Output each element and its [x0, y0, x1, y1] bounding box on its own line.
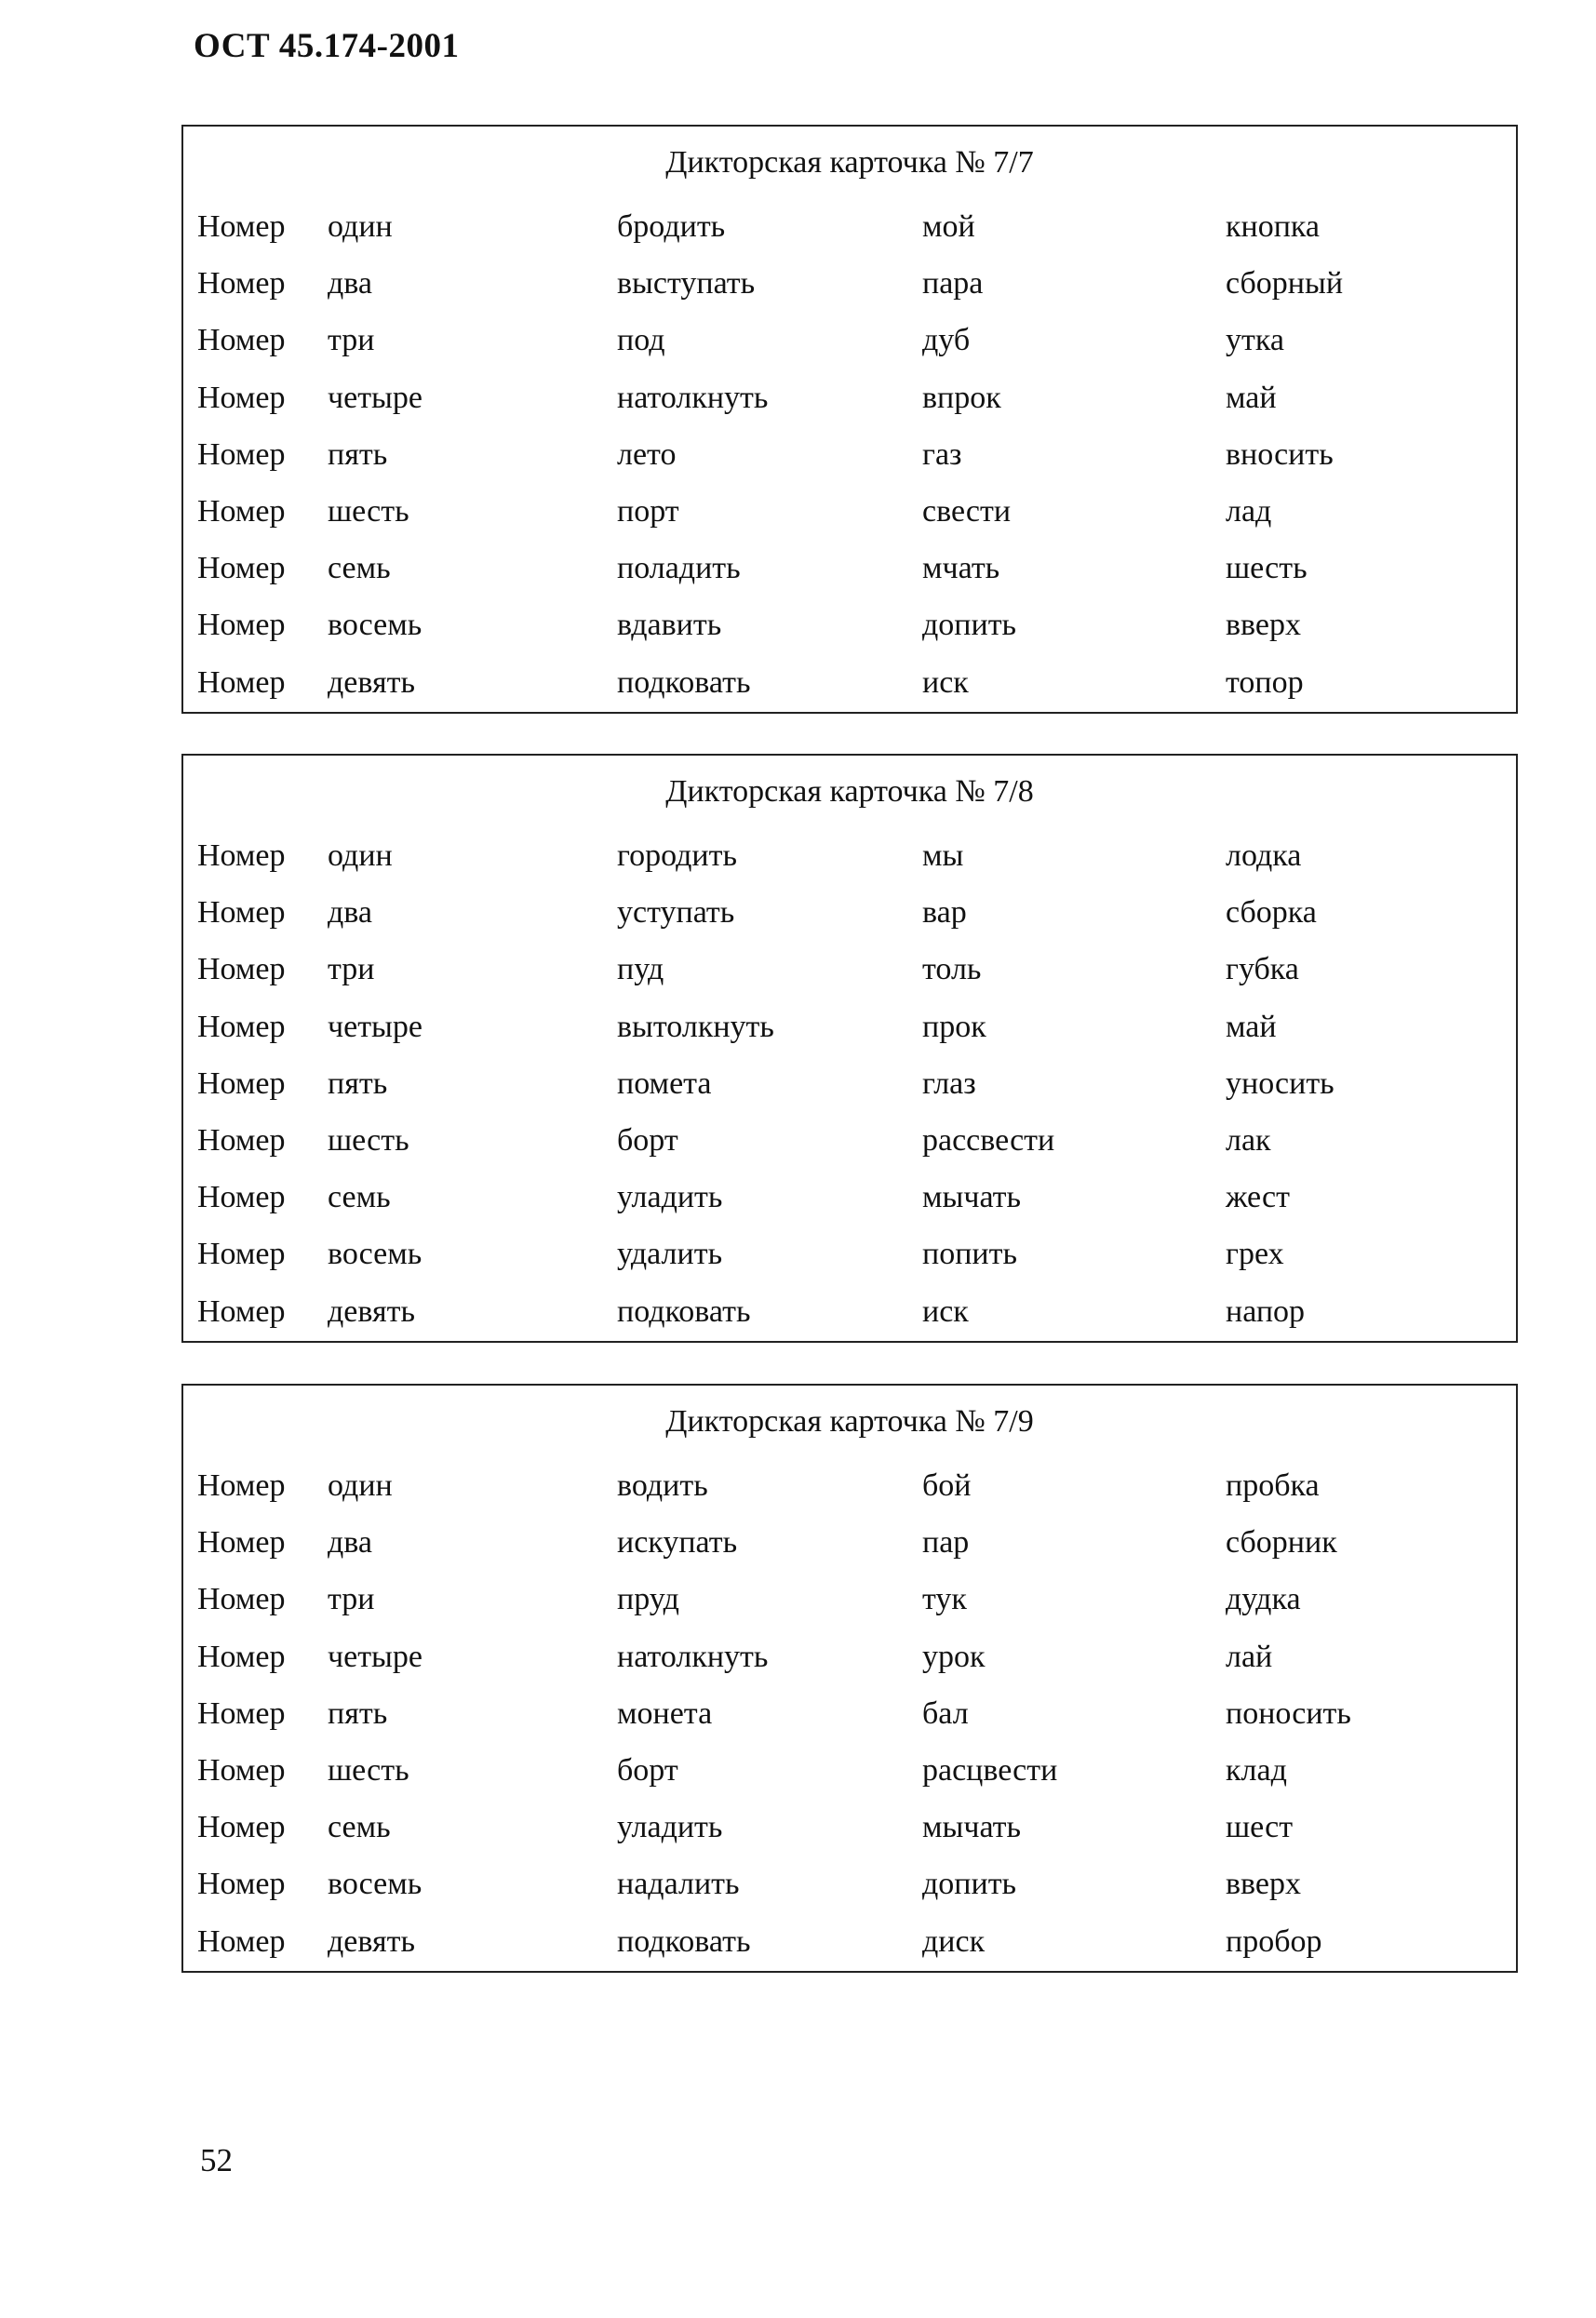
word-col-2: допить — [922, 608, 1017, 643]
card-rows — [183, 208, 1516, 721]
word-col-1: городить — [617, 838, 737, 873]
number-word: шесть — [328, 1122, 409, 1158]
number-word: четыре — [328, 1639, 422, 1674]
word-col-2: мчать — [922, 551, 1000, 586]
number-word: пять — [328, 1065, 388, 1101]
number-label: Номер — [197, 1293, 286, 1329]
table-row — [183, 550, 1516, 607]
number-word: восемь — [328, 1237, 422, 1272]
table-row — [183, 493, 1516, 550]
word-col-3: пробка — [1226, 1468, 1320, 1503]
word-col-3: вверх — [1226, 1867, 1301, 1902]
number-label: Номер — [197, 1695, 286, 1731]
word-col-1: поладить — [617, 551, 741, 586]
card-title: Дикторская карточка № 7/7 — [665, 145, 1034, 180]
table-row — [183, 436, 1516, 493]
table-row — [183, 1009, 1516, 1065]
word-col-2: вар — [922, 895, 967, 931]
word-col-3: вверх — [1226, 608, 1301, 643]
word-col-2: урок — [922, 1639, 986, 1674]
number-word: девять — [328, 1293, 415, 1329]
word-col-3: уносить — [1226, 1065, 1334, 1101]
word-col-3: май — [1226, 380, 1277, 415]
card-rows — [183, 837, 1516, 1350]
word-col-3: май — [1226, 1009, 1277, 1044]
word-col-1: вдавить — [617, 608, 722, 643]
word-col-3: грех — [1226, 1237, 1284, 1272]
word-col-3: губка — [1226, 952, 1299, 987]
table-row — [183, 1065, 1516, 1122]
document-code: ОСТ 45.174-2001 — [194, 27, 460, 65]
number-word: два — [328, 895, 372, 931]
table-row — [183, 1122, 1516, 1179]
number-label: Номер — [197, 380, 286, 415]
number-word: три — [328, 1582, 375, 1617]
word-col-2: расцвести — [922, 1752, 1058, 1788]
word-col-1: помета — [617, 1065, 712, 1101]
number-word: шесть — [328, 493, 409, 529]
number-label: Номер — [197, 1468, 286, 1503]
table-row — [183, 1752, 1516, 1809]
number-word: один — [328, 209, 393, 244]
word-col-2: диск — [922, 1923, 986, 1959]
number-label: Номер — [197, 1525, 286, 1561]
word-col-3: шест — [1226, 1810, 1294, 1845]
number-label: Номер — [197, 608, 286, 643]
number-label: Номер — [197, 493, 286, 529]
word-col-2: бал — [922, 1695, 969, 1731]
number-word: три — [328, 952, 375, 987]
word-col-2: прок — [922, 1009, 986, 1044]
word-col-3: клад — [1226, 1752, 1287, 1788]
word-col-2: иск — [922, 1293, 969, 1329]
word-col-2: мычать — [922, 1180, 1022, 1215]
word-col-1: уладить — [617, 1180, 723, 1215]
word-col-1: натолкнуть — [617, 1639, 769, 1674]
number-label: Номер — [197, 1009, 286, 1044]
word-col-2: мы — [922, 838, 964, 873]
table-row — [183, 1179, 1516, 1236]
word-col-2: бой — [922, 1468, 972, 1503]
number-word: три — [328, 323, 375, 358]
table-row — [183, 1866, 1516, 1923]
number-label: Номер — [197, 1237, 286, 1272]
table-row — [183, 1809, 1516, 1866]
word-col-1: выступать — [617, 266, 756, 301]
word-col-1: порт — [617, 493, 679, 529]
word-col-1: натолкнуть — [617, 380, 769, 415]
word-col-2: толь — [922, 952, 982, 987]
number-label: Номер — [197, 1752, 286, 1788]
word-col-1: подковать — [617, 1923, 751, 1959]
word-col-2: попить — [922, 1237, 1017, 1272]
number-word: семь — [328, 1180, 391, 1215]
word-col-2: пара — [922, 266, 984, 301]
table-row — [183, 607, 1516, 663]
number-label: Номер — [197, 1639, 286, 1674]
table-row — [183, 894, 1516, 951]
word-col-3: шесть — [1226, 551, 1308, 586]
word-col-3: поносить — [1226, 1695, 1351, 1731]
word-col-3: утка — [1226, 323, 1284, 358]
table-row — [183, 380, 1516, 436]
number-word: один — [328, 838, 393, 873]
word-col-3: дудка — [1226, 1582, 1301, 1617]
table-row — [183, 1639, 1516, 1695]
card-title: Дикторская карточка № 7/9 — [665, 1404, 1034, 1439]
number-label: Номер — [197, 952, 286, 987]
number-word: девять — [328, 1923, 415, 1959]
table-row — [183, 1923, 1516, 1980]
word-col-2: свести — [922, 493, 1012, 529]
table-row — [183, 1524, 1516, 1581]
number-label: Номер — [197, 1582, 286, 1617]
word-col-1: лето — [617, 436, 677, 472]
word-col-3: вносить — [1226, 436, 1334, 472]
number-label: Номер — [197, 436, 286, 472]
number-label: Номер — [197, 1867, 286, 1902]
word-col-1: вытолкнуть — [617, 1009, 774, 1044]
word-col-2: пар — [922, 1525, 970, 1561]
word-col-1: надалить — [617, 1867, 740, 1902]
table-row — [183, 1581, 1516, 1638]
number-label: Номер — [197, 895, 286, 931]
number-word: один — [328, 1468, 393, 1503]
word-col-2: глаз — [922, 1065, 976, 1101]
speaker-card — [181, 125, 1518, 714]
word-col-3: жест — [1226, 1180, 1290, 1215]
number-word: восемь — [328, 1867, 422, 1902]
number-label: Номер — [197, 209, 286, 244]
number-label: Номер — [197, 1122, 286, 1158]
speaker-card — [181, 754, 1518, 1343]
card-rows — [183, 1467, 1516, 1980]
number-word: пять — [328, 1695, 388, 1731]
number-word: шесть — [328, 1752, 409, 1788]
page-number: 52 — [200, 2142, 233, 2178]
word-col-2: допить — [922, 1867, 1017, 1902]
word-col-1: удалить — [617, 1237, 723, 1272]
word-col-3: сборный — [1226, 266, 1344, 301]
word-col-2: мычать — [922, 1810, 1022, 1845]
word-col-1: пруд — [617, 1582, 679, 1617]
number-word: девять — [328, 664, 415, 700]
word-col-1: монета — [617, 1695, 713, 1731]
word-col-3: лай — [1226, 1639, 1273, 1674]
number-word: четыре — [328, 380, 422, 415]
number-label: Номер — [197, 323, 286, 358]
card-title: Дикторская карточка № 7/8 — [665, 774, 1034, 809]
word-col-2: иск — [922, 664, 969, 700]
word-col-2: газ — [922, 436, 962, 472]
number-label: Номер — [197, 838, 286, 873]
word-col-3: пробор — [1226, 1923, 1322, 1959]
speaker-card — [181, 1384, 1518, 1973]
number-word: семь — [328, 551, 391, 586]
number-label: Номер — [197, 1065, 286, 1101]
table-row — [183, 265, 1516, 322]
number-word: пять — [328, 436, 388, 472]
word-col-1: бродить — [617, 209, 726, 244]
number-label: Номер — [197, 664, 286, 700]
number-label: Номер — [197, 266, 286, 301]
word-col-3: лак — [1226, 1122, 1271, 1158]
table-row — [183, 951, 1516, 1008]
word-col-2: рассвести — [922, 1122, 1055, 1158]
word-col-3: лодка — [1226, 838, 1302, 873]
word-col-3: сборка — [1226, 895, 1317, 931]
word-col-2: тук — [922, 1582, 967, 1617]
word-col-3: топор — [1226, 664, 1304, 700]
word-col-1: подковать — [617, 1293, 751, 1329]
table-row — [183, 1467, 1516, 1524]
number-word: два — [328, 266, 372, 301]
word-col-1: борт — [617, 1752, 678, 1788]
number-word: восемь — [328, 608, 422, 643]
table-row — [183, 837, 1516, 894]
word-col-1: под — [617, 323, 665, 358]
number-word: семь — [328, 1810, 391, 1845]
word-col-1: борт — [617, 1122, 678, 1158]
number-word: четыре — [328, 1009, 422, 1044]
word-col-3: лад — [1226, 493, 1272, 529]
table-row — [183, 1293, 1516, 1350]
table-row — [183, 664, 1516, 721]
table-row — [183, 208, 1516, 265]
number-label: Номер — [197, 1923, 286, 1959]
number-label: Номер — [197, 1810, 286, 1845]
word-col-1: уступать — [617, 895, 735, 931]
word-col-2: впрок — [922, 380, 1001, 415]
number-label: Номер — [197, 551, 286, 586]
word-col-2: мой — [922, 209, 975, 244]
word-col-1: водить — [617, 1468, 708, 1503]
word-col-3: напор — [1226, 1293, 1306, 1329]
table-row — [183, 1695, 1516, 1752]
word-col-1: уладить — [617, 1810, 723, 1845]
number-word: два — [328, 1525, 372, 1561]
word-col-3: кнопка — [1226, 209, 1321, 244]
table-row — [183, 1236, 1516, 1293]
table-row — [183, 322, 1516, 379]
number-label: Номер — [197, 1180, 286, 1215]
word-col-3: сборник — [1226, 1525, 1337, 1561]
word-col-1: подковать — [617, 664, 751, 700]
word-col-1: пуд — [617, 952, 664, 987]
word-col-2: дуб — [922, 323, 971, 358]
word-col-1: искупать — [617, 1525, 738, 1561]
